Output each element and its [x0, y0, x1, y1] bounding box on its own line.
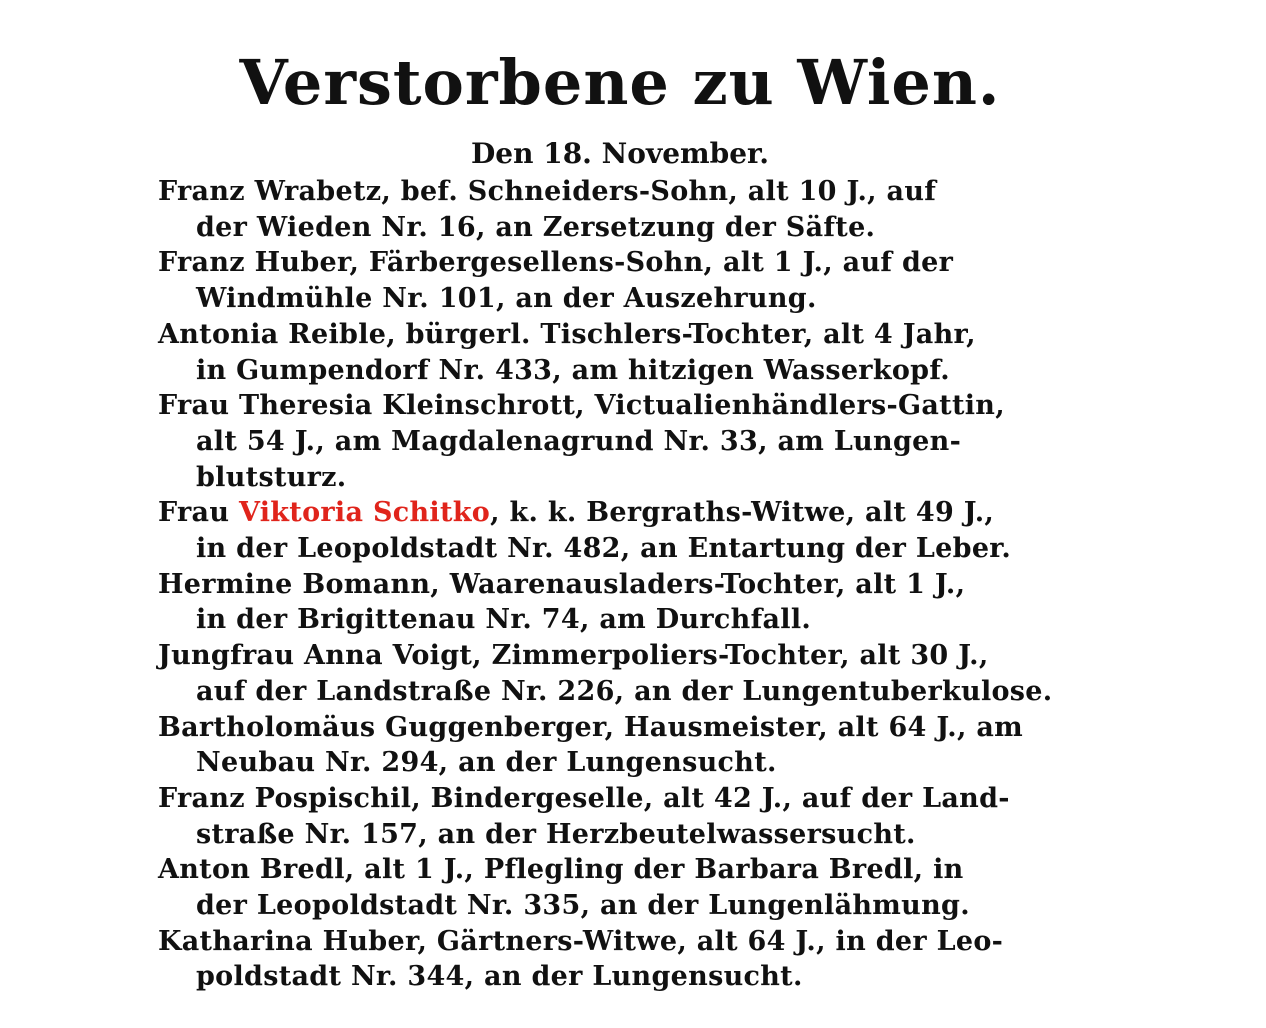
death-notice — [150, 317, 1090, 388]
notice-rest: , k. k. Bergraths-Witwe, alt 49 J., — [490, 497, 995, 529]
notice-line: in der Brigittenau Nr. 74, am Durchfall. — [196, 604, 812, 636]
notice-line — [150, 495, 1090, 531]
notice-line: Frau Theresia Kleinschrott, Victualienhändlers-Gattin, — [158, 390, 1005, 422]
notice-line: Antonia Reible, bürgerl. Tischlers-Tochter, alt 4 Jahr, — [158, 318, 976, 350]
death-notice-list — [150, 174, 1090, 995]
death-notice — [150, 638, 1090, 709]
notice-line: Hermine Bomann, Waarenausladers-Tochter, alt 1 J., — [158, 568, 966, 600]
dateline: Den 18. November. — [471, 137, 769, 170]
death-notice — [150, 174, 1090, 245]
notice-line: Windmühle Nr. 101, an der Auszehrung. — [196, 283, 817, 315]
notice-line: Franz Wrabetz, bef. Schneiders-Sohn, alt 10 J., auf — [158, 176, 937, 207]
death-notice — [150, 852, 1090, 923]
notice-line: in Gumpendorf Nr. 433, am hitzigen Wasserkopf. — [196, 354, 950, 386]
notice-line: blutsturz. — [196, 461, 347, 493]
notice-line: Jungfrau Anna Voigt, Zimmerpoliers-Tochter, alt 30 J., — [158, 640, 989, 672]
death-notice — [150, 710, 1090, 781]
notice-line: poldstadt Nr. 344, an der Lungensucht. — [196, 961, 803, 993]
notice-line: alt 54 J., am Magdalenagrund Nr. 33, am Lungen- — [196, 425, 962, 457]
death-notice — [150, 388, 1090, 495]
notice-line: der Wieden Nr. 16, an Zersetzung der Säfte. — [196, 211, 876, 243]
highlighted-name: Viktoria Schitko — [238, 497, 491, 529]
death-notice-highlighted — [150, 495, 1090, 566]
newspaper-clipping — [150, 40, 1090, 995]
notice-line: Franz Huber, Färbergesellens-Sohn, alt 1 J., auf der — [158, 247, 954, 279]
notice-line: der Leopoldstadt Nr. 335, an der Lungenlähmung. — [196, 890, 970, 922]
notice-line: Bartholomäus Guggenberger, Hausmeister, alt 64 J., am — [158, 711, 1024, 743]
notice-line: Katharina Huber, Gärtners-Witwe, alt 64 J., in der Leo- — [158, 925, 1004, 957]
notice-line: Anton Bredl, alt 1 J., Pflegling der Barbara Bredl, in — [158, 854, 964, 886]
notice-line: auf der Landstraße Nr. 226, an der Lungentuberkulose. — [196, 675, 1053, 707]
notice-line: straße Nr. 157, an der Herzbeutelwassersucht. — [196, 818, 916, 850]
notice-line: Franz Pospischil, Bindergeselle, alt 42 J., auf der Land- — [158, 782, 1010, 814]
notice-line: Neubau Nr. 294, an der Lungensucht. — [196, 747, 777, 779]
death-notice — [150, 781, 1090, 852]
death-notice — [150, 924, 1090, 995]
death-notice — [150, 245, 1090, 316]
notice-prefix: Frau — [158, 497, 239, 529]
notice-line: in der Leopoldstadt Nr. 482, an Entartung der Leber. — [196, 533, 1012, 565]
death-notice — [150, 567, 1090, 638]
headline: Verstorbene zu Wien. — [239, 46, 1001, 119]
